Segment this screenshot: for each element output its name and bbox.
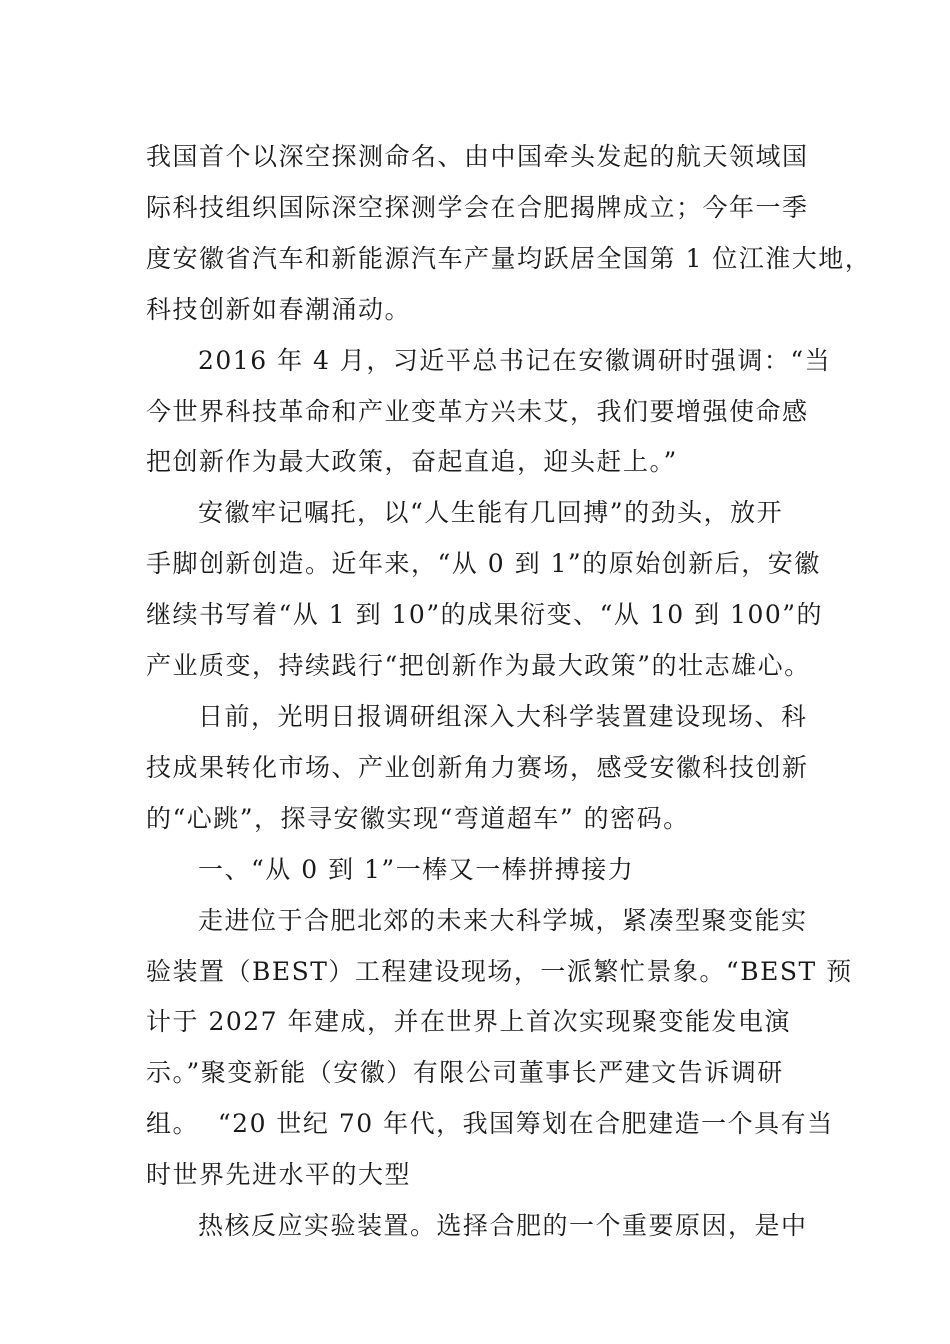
text-line: 我国首个以深空探测命名、由中国牵头发起的航天领域国: [146, 142, 809, 171]
text-line: 验装置（BEST）工程建设现场，一派繁忙景象。“BEST 预: [146, 956, 853, 986]
text-line: 一、“从 0 到 1”一棒又一棒拼搏接力: [198, 854, 635, 884]
text-line: 时世界先进水平的大型: [146, 1160, 412, 1190]
section-heading: [146, 845, 816, 896]
text-line: 计于 2027 年建成，并在世界上首次实现聚变能发电演: [146, 1007, 792, 1037]
text-line: 热核反应实验装置。选择合肥的一个重要原因，是中: [198, 1211, 808, 1241]
paragraph-4: [146, 692, 816, 845]
paragraph-2: [146, 336, 832, 489]
text-line: 度安徽省汽车和新能源汽车产量均跃居全国第 1 位江淮大地，: [146, 243, 872, 273]
paragraph-1: [146, 132, 872, 336]
paragraph-6: [146, 1201, 816, 1252]
text-line: 安徽牢记嘱托，以“人生能有几回搏”的劲头，放开: [198, 498, 784, 528]
text-line: 走进位于合肥北郊的未来大科学城，紧凑型聚变能实: [198, 905, 808, 935]
text-line: 2016 年 4 月，习近平总书记在安徽调研时强调：“当: [198, 345, 832, 375]
text-line: 把创新作为最大政策，奋起直追，迎头赶上。”: [146, 447, 678, 477]
text-line: 今世界科技革命和产业变革方兴未艾，我们要增强使命感: [146, 396, 809, 426]
text-line: 手脚创新创造。近年来，“从 0 到 1”的原始创新后，安徽: [146, 549, 821, 579]
document-body: [146, 132, 872, 1252]
text-line: 日前，光明日报调研组深入大科学装置建设现场、科: [198, 701, 808, 731]
text-line: 组。 “20 世纪 70 年代，我国筹划在合肥建造一个具有当: [146, 1109, 834, 1139]
text-line: 产业质变，持续践行“把创新作为最大政策”的壮志雄心。: [146, 651, 811, 681]
text-line: 的“心跳”，探寻安徽实现“弯道超车” 的密码。: [146, 803, 690, 833]
text-line: 际科技组织国际深空探测学会在合肥揭牌成立；今年一季: [146, 192, 809, 222]
text-line: 技成果转化市场、产业创新角力赛场，感受安徽科技创新: [146, 752, 809, 782]
text-line: 示。”聚变新能（安徽）有限公司董事长严建文告诉调研: [146, 1058, 784, 1088]
text-line: 科技创新如春潮涌动。: [146, 294, 412, 324]
paragraph-3: [146, 488, 824, 692]
paragraph-5: [146, 896, 853, 1201]
text-line: 继续书写着“从 1 到 10”的成果衍变、“从 10 到 100”的: [146, 600, 824, 630]
